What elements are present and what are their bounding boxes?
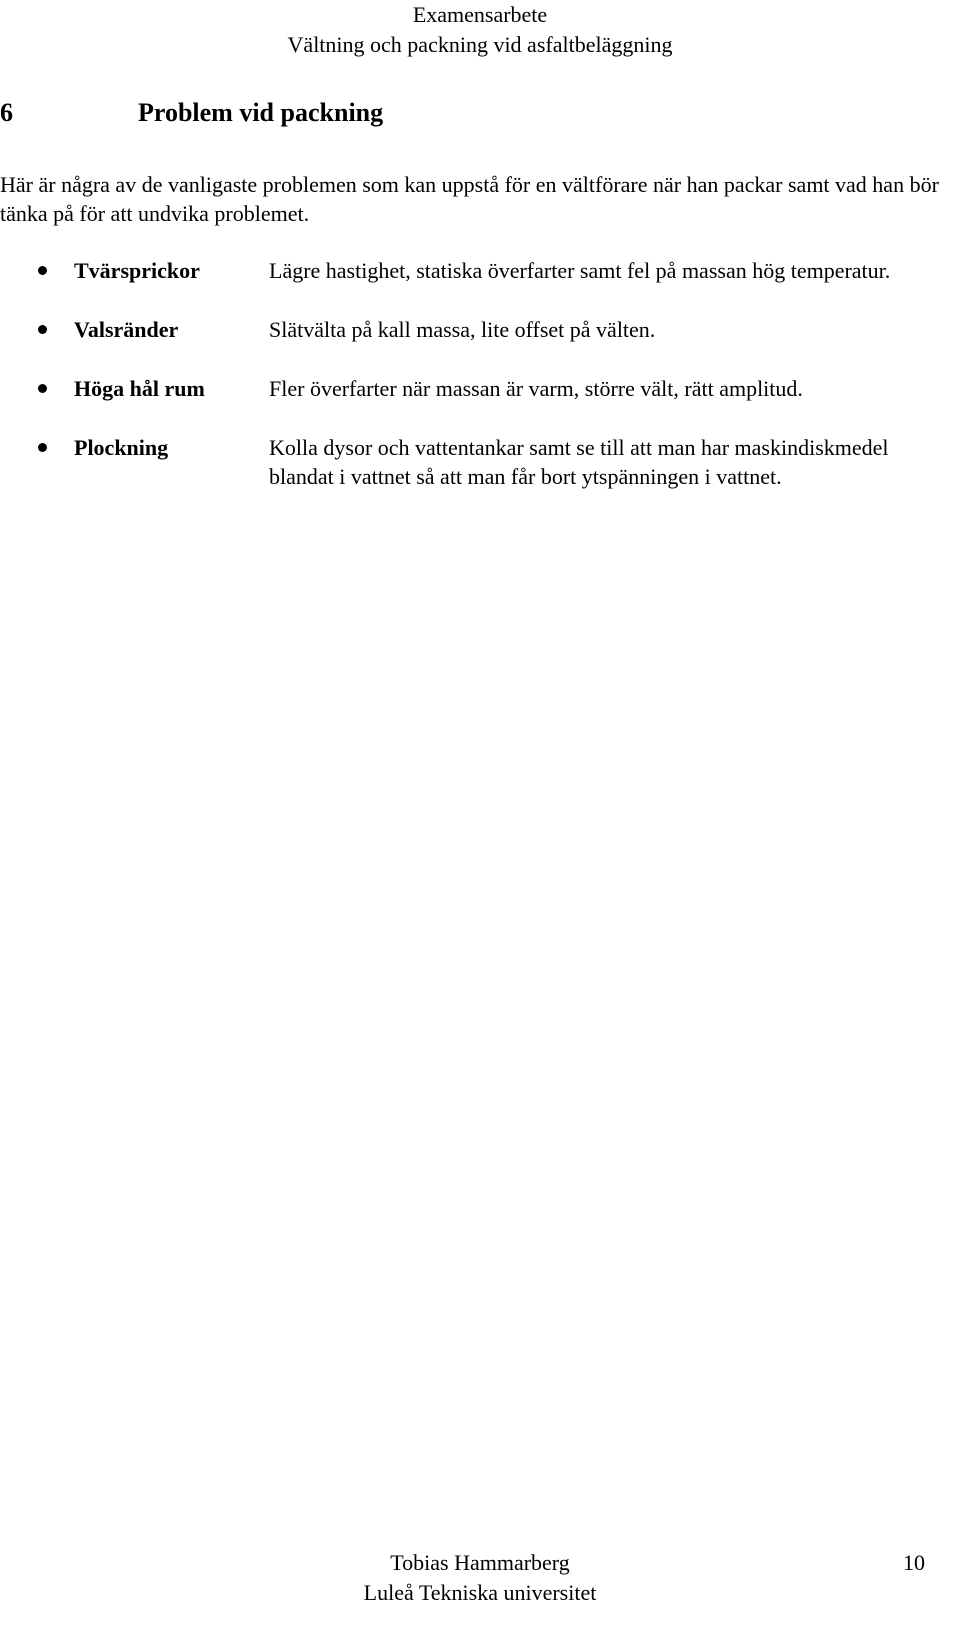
list-item (0, 315, 960, 344)
footer-credits (0, 1548, 960, 1608)
header-document-type: Examensarbete (412, 2, 548, 27)
list-item (0, 433, 960, 491)
section-number: 6 (0, 98, 13, 127)
problem-description: Kolla dysor och vattentankar samt se till att man har maskindiskmedel blandat i vattnet så att man får bort ytspänningen i vattnet. (269, 435, 889, 489)
problem-term: Plockning (74, 435, 169, 460)
header-document-title: Vältning och packning vid asfaltbeläggning (287, 32, 673, 57)
intro-paragraph: Här är några av de vanligaste problemen som kan uppstå för en vältförare när han packar samt vad han bör tänka på för att undvika problemet. (0, 172, 939, 226)
footer-university: Luleå Tekniska universitet (363, 1580, 597, 1605)
list-item (0, 374, 960, 403)
page-header (0, 0, 960, 60)
section-title: Problem vid packning (138, 98, 384, 127)
problem-list (0, 256, 960, 521)
problem-term: Höga hål rum (74, 376, 205, 401)
bullet-icon (38, 266, 47, 275)
problem-term: Tvärsprickor (74, 258, 200, 283)
bullet-icon (38, 443, 47, 452)
problem-description: Slätvälta på kall massa, lite offset på välten. (269, 317, 656, 342)
page-number: 10 (903, 1550, 925, 1575)
bullet-icon (38, 384, 47, 393)
problem-term: Valsränder (74, 317, 179, 342)
problem-description: Fler överfarter när massan är varm, större vält, rätt amplitud. (269, 376, 803, 401)
section-heading (0, 96, 383, 130)
footer-author: Tobias Hammarberg (390, 1550, 570, 1575)
bullet-icon (38, 325, 47, 334)
list-item (0, 256, 960, 285)
problem-description: Lägre hastighet, statiska överfarter samt fel på massan hög temperatur. (269, 258, 891, 283)
page-footer (0, 1548, 960, 1608)
